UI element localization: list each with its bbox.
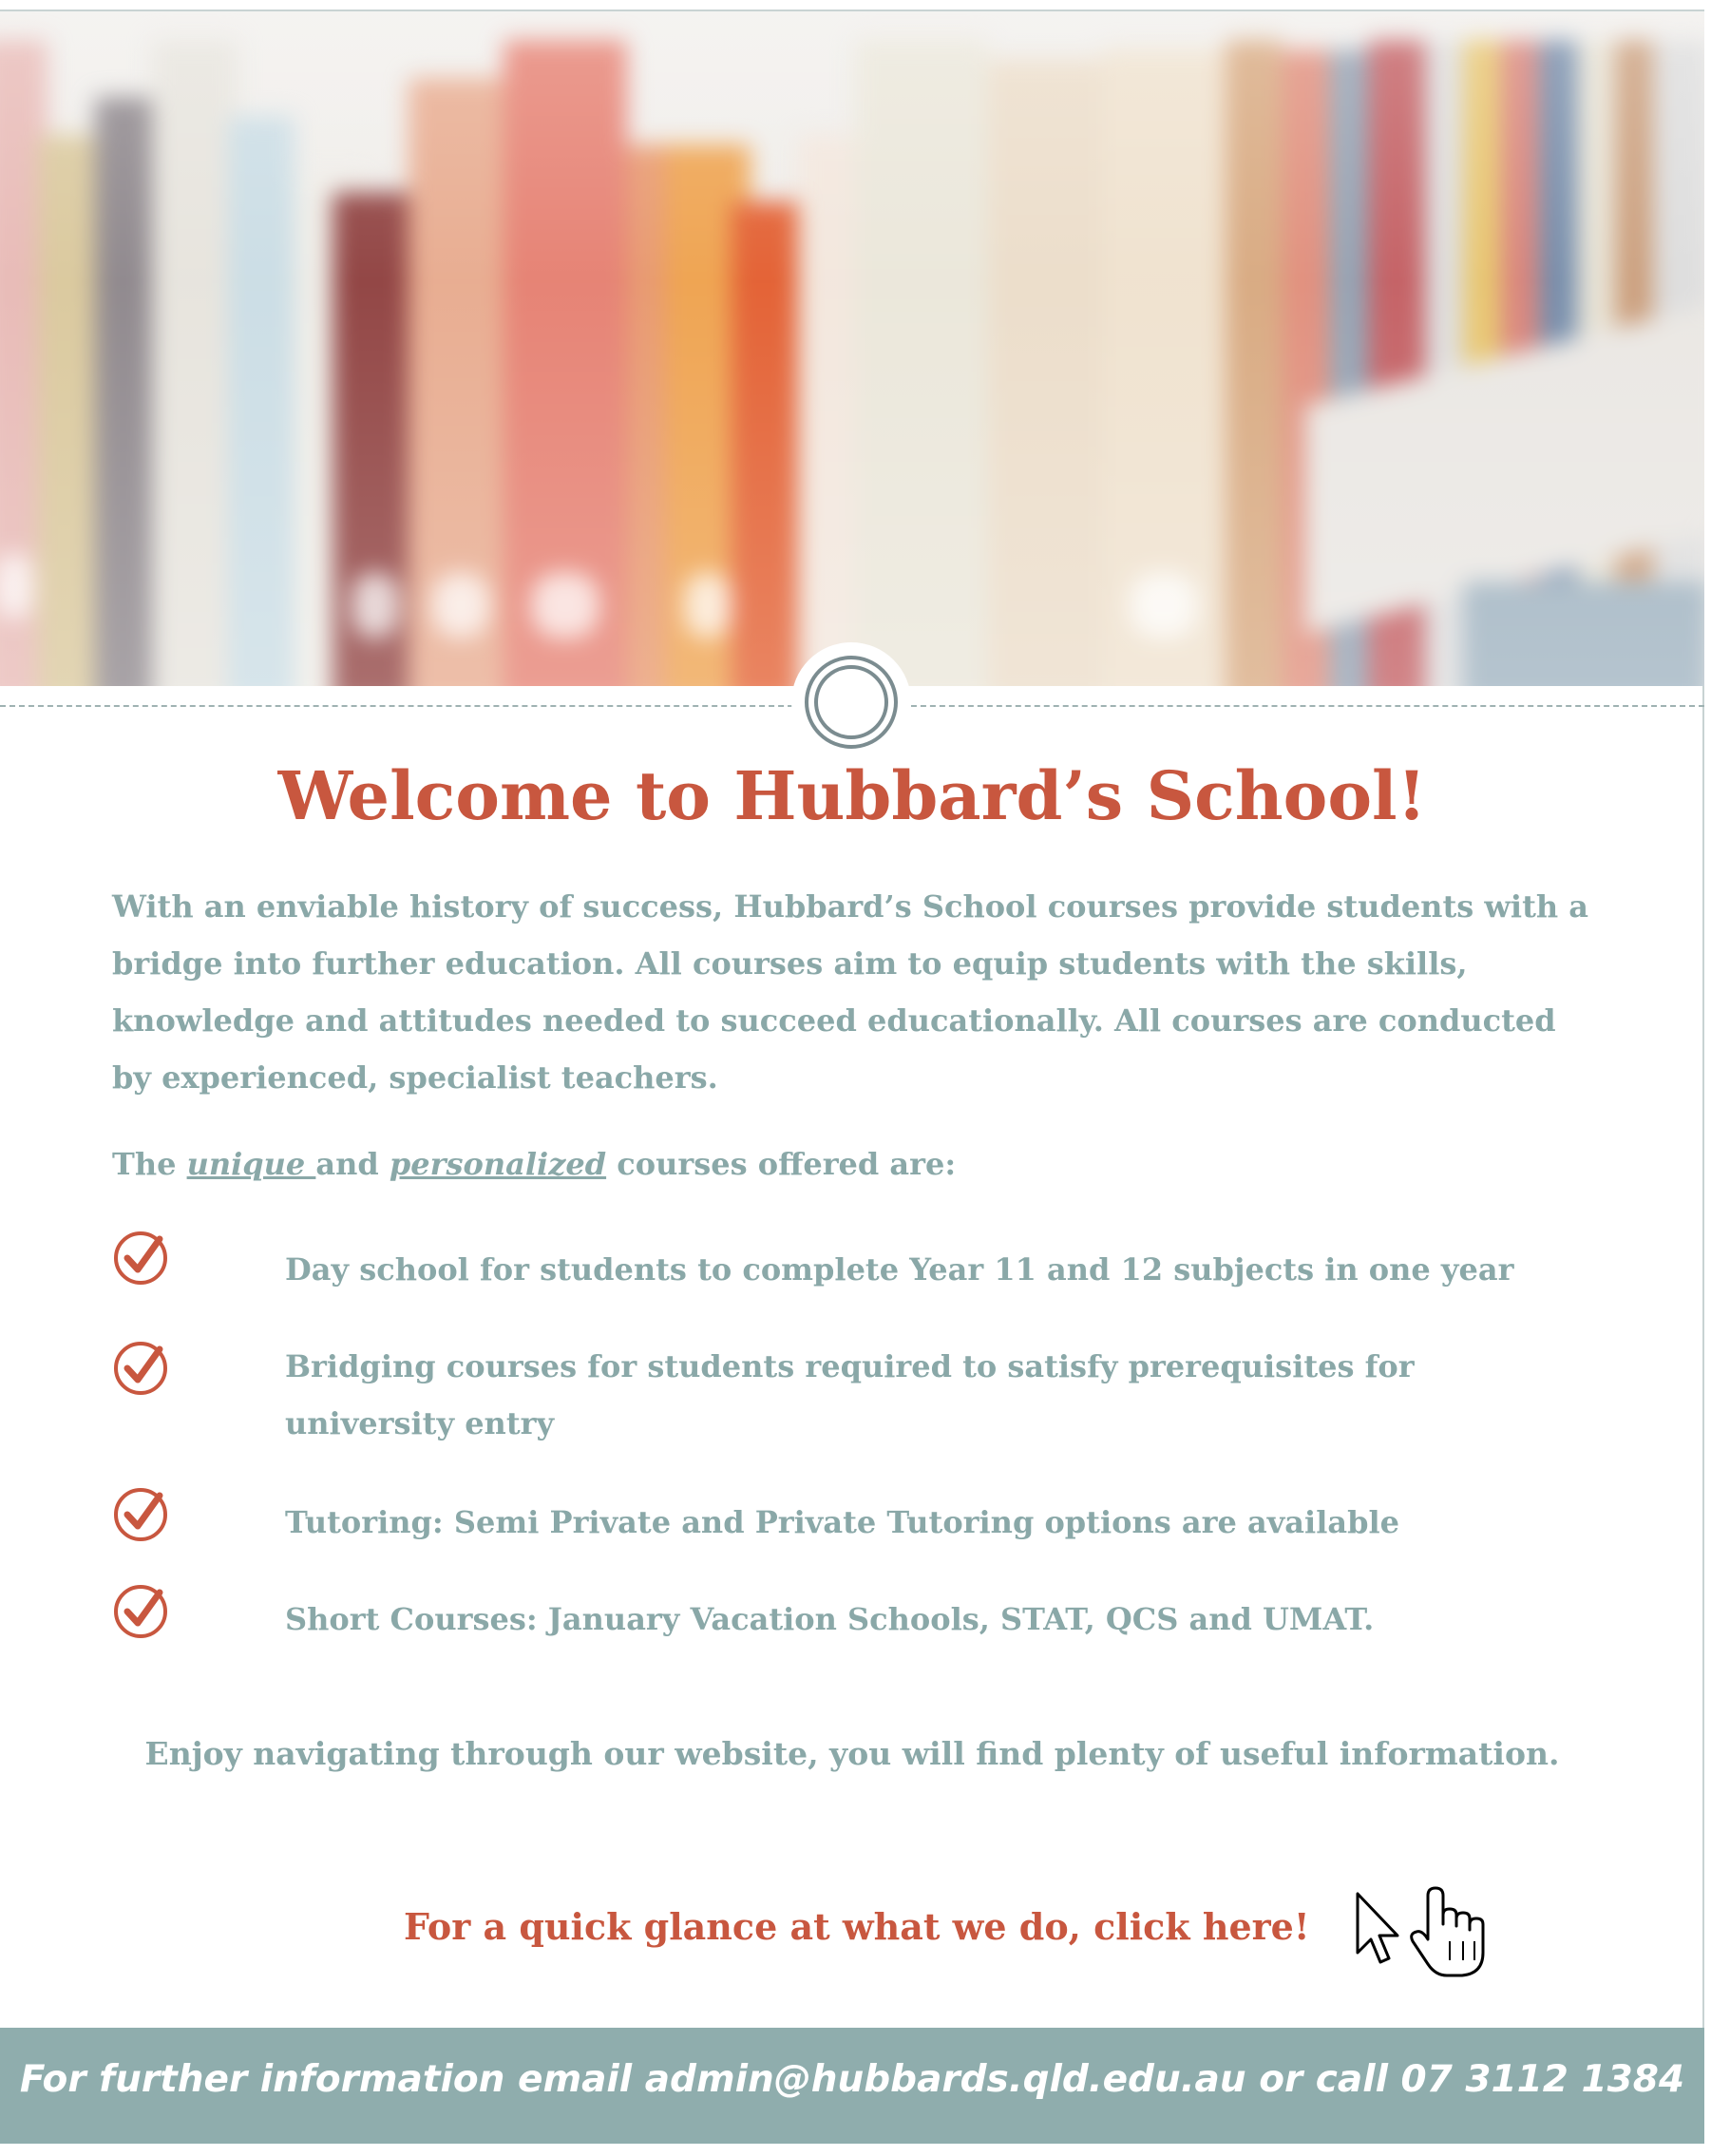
course-text: Day school for students to complete Year 11 and 12 subjects in one year [285,1251,1514,1288]
emphasis-personalized: personalized [389,1146,607,1182]
footer-contact-text: For further information email admin@hubbards.qld.edu.au or call 07 3112 1384 [19,2058,1685,2101]
check-circle-icon [112,1482,173,1543]
course-text: Bridging courses for students required to satisfy prerequisites for university entry [285,1348,1415,1441]
footer-bar [0,2028,1704,2144]
hand-pointer-icon [1412,1888,1483,1975]
cursor-illustration[interactable] [1354,1886,1496,1981]
double-ring-icon [791,642,911,762]
page-title: Welcome to Hubbard’s School! [277,756,1427,835]
course-text: Tutoring: Semi Private and Private Tutoring options are available [285,1504,1399,1540]
intro-paragraph: With an enviable history of success, Hubbard’s School courses provide students with a bridge into further education. All courses aim to equip students with the skills, knowledge and attitudes needed to succeed educationally. All courses are conducted by experienced, specialist teachers. [112,888,1588,1096]
navigate-text: Enjoy navigating through our website, you will find plenty of useful information. [144,1735,1560,1772]
quick-glance-link[interactable]: For a quick glance at what we do, click here! [404,1905,1310,1948]
check-circle-icon [112,1579,173,1640]
course-text: Short Courses: January Vacation Schools, STAT, QCS and UMAT. [285,1601,1375,1637]
courses-lead: The unique and personalized courses offered are: [112,1146,957,1182]
arrow-cursor-icon [1358,1894,1397,1962]
emphasis-unique: unique [186,1146,316,1182]
check-circle-icon [112,1226,173,1287]
check-circle-icon [112,1336,173,1397]
hero-image [0,11,1704,686]
